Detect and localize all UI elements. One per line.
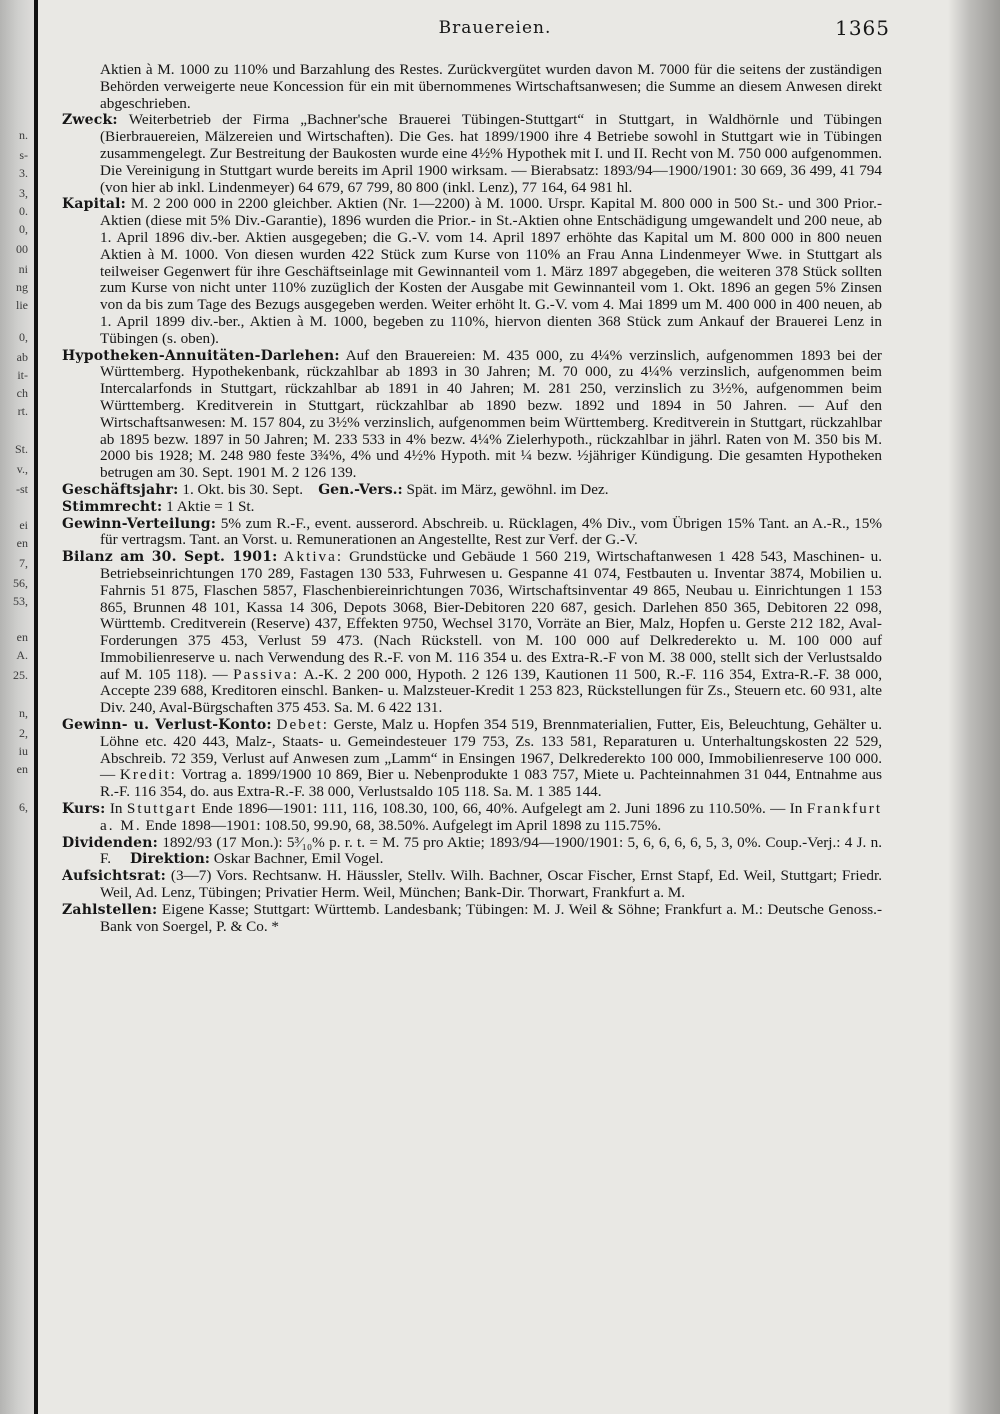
section-stimmrecht	[62, 499, 882, 516]
margin-fragment: iu	[18, 744, 28, 758]
aktiva-text: Grundstücke und Gebäude 1 560 219, Wirtschaftanwesen 1 428 543, Maschinen- u. Betriebseinrichtungen 170 289, Fastagen 130 533, Fuhrwesen u. Gespanne 41 074, Festbauten u. Inventar 3874, Mobilien u. Fahrnis 51 875, Flaschen 5857, Flaschenbiereinrichtungen 7036, Wirtschaftsinventar 49 865, Neubau u. Einrichtungen 1 153 865, Brunnen 48 101, Kassa 14 306, Depots 3068, Bier-Debitoren 220 687, gesich. Darlehen 850 365, Debitoren 22 098, Württemb. Creditverein (Reserve) 437, Effekten 9750, Wechsel 3170, Vorräte an Bier, Malz, Hopfen u. Gerste 212 182, Aval-Forderungen 375 453, Verlust 59 473. (Nach Rückstell. von M. 100 000 auf Delkrederekto u. M. 100 000 auf Immobilienreserve u. nach Verwendung des R.-F. von M. 116 354 u. des Extra-R.-F von M. 38 000, stellt sich der Verlustsaldo auf M. 105 118). —	[100, 548, 883, 683]
aufsichtsrat-label: Aufsichtsrat:	[62, 868, 166, 885]
zweck-text: Weiterbetrieb der Firma „Bachner'sche Brauerei Tübingen-Stuttgart“ in Stuttgart, in Waldhörnle und Tübingen (Bierbrauereien, Mälzereien und Wirtschaften). Die Ges. hat 1899/1900 ihre 4 Betriebe sowohl in Stuttgart wie in Tübingen zusammengelegt. Zur Bestreitung der Baukosten wurde eine 4½% Hypothek mit I. und II. Recht von M. 750 000 aufgenommen. Die Vereinigung in Stuttgart wurde bereits im April 1900 wirksam. — Bierabsatz: 1893/94—1900/1901: 30 669, 36 499, 41 794 (von hier ab inkl. Lindenmeyer) 64 679, 67 799, 80 800 (inkl. Lenz), 77 164, 64 981 hl.	[100, 111, 882, 196]
margin-fragment: lie	[16, 298, 28, 312]
debet-label: Debet:	[276, 716, 329, 734]
margin-fragment: 53,	[13, 594, 28, 608]
margin-fragment: 7,	[19, 556, 28, 570]
gewinn-verlust-label: Gewinn- u. Verlust-Konto:	[62, 717, 272, 734]
section-aufsichtsrat	[62, 868, 882, 902]
margin-fragment: ni	[18, 262, 28, 276]
margin-fragment: ei	[19, 518, 28, 532]
kredit-label: Kredit:	[119, 766, 177, 784]
hypotheken-label: Hypotheken-Annuitäten-Darlehen:	[62, 347, 340, 364]
page-body	[62, 62, 882, 935]
margin-fragment: v.,	[16, 462, 28, 476]
margin-fragment: n,	[19, 706, 28, 720]
stimmrecht-text: 1 Aktie = 1 St.	[166, 497, 255, 515]
intro-paragraph	[62, 62, 882, 112]
section-dividenden	[62, 835, 882, 869]
kapital-text: M. 2 200 000 in 2200 gleichber. Aktien (Nr. 1—2200) à M. 1000. Urspr. Kapital M. 800 000 in 500 St.- und 300 Prior.-Aktien (diese mit 5% Div.-Garantie), 1896 wurden die Prior.- in St.-Aktien ohne Entschädigung umgewandelt und 200 neue, ab 1. April 1896 div.-ber. Aktien ausgegeben; die G.-V. vom 14. April 1897 erhöhte das Kapital um M. 800 000 in 800 neuen Aktien à M. 1000. Von diesen wurden 422 Stück zum Kurse von 110% an Frau Anna Lindenmeyer Wwe. in Stuttgart als teilweiser Gegenwert für ihre Geschäftseinlage mit Gewinnanteil vom 1. März 1897 abgegeben, die weiteren 378 Stück sollten zum Kurse von nicht unter 110% zuzüglich der Kosten der Ausgabe mit Gewinnanteil vom 1. Okt. 1896 an gegen 5% Zinsen von da bis zum Tage des Bezugs ausgegeben werden. Weiter erhöht lt. G.-V. vom 4. Mai 1899 um M. 400 000 in 400 neuen, ab 1. April 1899 div.-ber., Aktien à M. 1000, begeben zu 110%, hiervon dienten 368 Stück zum Ankauf der Brauerei Lenz in Tübingen (s. oben).	[100, 195, 883, 347]
margin-fragment: 25.	[13, 668, 28, 682]
kurs-place-frankfurt: Frankfurt a. M.	[100, 800, 883, 834]
margin-fragment: 3.	[19, 166, 28, 180]
kurs-text-frankfurt: Ende 1898—1901: 108.50, 99.90, 68, 38.50%. Aufgelegt im April 1898 zu 115.75%.	[145, 816, 662, 834]
section-geschaeftsjahr	[62, 482, 882, 499]
zahlstellen-text: Eigene Kasse; Stuttgart: Württemb. Landesbank; Tübingen: M. J. Weil & Söhne; Frankfurt a. M.: Deutsche Genoss.-Bank von Soergel, P. & Co. *	[100, 900, 882, 935]
zweck-label: Zweck:	[62, 112, 118, 129]
gen-vers-label: Gen.-Vers.:	[318, 481, 403, 498]
margin-fragment: 3,	[19, 186, 28, 200]
debet-text: Gerste, Malz u. Hopfen 354 519, Brennmaterialien, Futter, Eis, Beleuchtung, Gehälter u. Löhne etc. 420 443, Malz-, Staats- u. Gemeindesteuer 179 753, Zs. 133 581, Reparaturen u. Unterhaltungskosten 22 529, Abschreib. 72 359, Verlust auf Anwesen zum „Lamm“ in Ensingen 1967, Delkrederekto 100 000, Immobilienreserve 100 000. —	[100, 716, 883, 784]
section-gewinn-verlust	[62, 717, 882, 801]
kurs-place-stuttgart: Stuttgart	[126, 800, 198, 818]
margin-fragment: 00	[16, 242, 28, 256]
kapital-label: Kapital:	[62, 196, 126, 213]
section-hypotheken	[62, 348, 882, 482]
section-zweck	[62, 112, 882, 196]
margin-fragment: -st	[16, 482, 28, 496]
geschaeftsjahr-text: 1. Okt. bis 30. Sept.	[182, 480, 304, 498]
margin-fragment: 56,	[13, 576, 28, 590]
gutter-rule	[34, 0, 38, 1414]
running-title: Brauereien.	[438, 18, 552, 38]
passiva-label: Passiva:	[233, 665, 299, 683]
aufsichtsrat-text: (3—7) Vors. Rechtsanw. H. Häussler, Stellv. Wilh. Bachner, Oscar Fischer, Ernst Stapf, Ed. Weil, Stuttgart; Friedr. Weil, Ad. Lenz, Tübingen; Privatier Herm. Weil, München; Bank-Dir. Thorwart, Frankfurt a. M.	[100, 867, 882, 902]
margin-fragment: 0,	[19, 330, 28, 344]
margin-fragment: ng	[16, 280, 28, 294]
kredit-text: Vortrag a. 1899/1900 10 869, Bier u. Nebenprodukte 1 083 757, Miete u. Pachteinnahmen 31 044, Entnahme aus R.-F. 116 354, do. aus Extra-R.-F. 38 000, Verlustsaldo 105 118. Sa. M. 1 385 144.	[100, 766, 882, 801]
margin-fragment: en	[16, 536, 28, 550]
margin-fragment: en	[16, 762, 28, 776]
hypotheken-text: Auf den Brauereien: M. 435 000, zu 4¼% verzinslich, aufgenommen 1893 bei der Württemberg. Hypothekenbank, rückzahlbar ab 1893 in 30 Jahren; M. 70 000, zu 4¼% verzinslich, aufgenommen beim Intercalarfonds in Stuttgart, rückzahlbar ab 1891 in 40 Jahren; M. 281 250, verzinslich zu 3½%, aufgenommen beim Württemberg. Kreditverein in Stuttgart, rückzahlbar ab 1890 bezw. 1892 und 1894 in 50 Jahren. — Auf den Wirtschaftsanwesen: M. 157 804, zu 3½% verzinslich, aufgenommen beim Württemberg. Kreditverein in Stuttgart, rückzahlbar ab 1895 bezw. 1897 in 50 Jahren; M. 233 533 in 4% bezw. 4¼% Zielerhypoth., rückzahlbar in jährl. Raten von M. 350 bis M. 2000 bis 1928; M. 248 980 feste 3¾%, 4% und 4½% Hypoth. mit ¼ bezw. ½jähriger Kündigung. Die gesamten Hypotheken betrugen am 30. Sept. 1901 M. 2 126 139.	[100, 346, 882, 482]
section-zahlstellen	[62, 902, 882, 936]
aktiva-label: Aktiva:	[283, 548, 344, 566]
dividenden-label: Dividenden:	[62, 834, 159, 851]
dividenden-text: 1892/93 (17 Mon.): 5³⁄₁₀% p. r. t. = M. 75 pro Aktie; 1893/94—1900/1901: 5, 6, 6, 6, 6, 5, 3, 0%. Coup.-Verj.: 4 J. n. F.	[100, 833, 883, 868]
margin-fragment: en	[16, 630, 28, 644]
margin-fragment: it-	[17, 368, 28, 382]
passiva-text: A.-K. 2 200 000, Hypoth. 2 126 139, Kautionen 11 500, R.-F. 116 354, Extra-R.-F. 38 000, Accepte 239 688, Kreditoren einschl. Banken- u. Malzsteuer-Kredit 1 253 823, Rückstellungen für Zs., Steuern etc. 60 931, alte Div. 240, Aval-Bürgschaften 375 453. Sa. M. 6 422 131.	[100, 665, 883, 717]
margin-fragment: A.	[16, 648, 28, 662]
bilanz-label: Bilanz am 30. Sept. 1901:	[62, 549, 278, 566]
section-kapital	[62, 196, 882, 347]
margin-fragment: ab	[16, 350, 28, 364]
intro-text: Aktien à M. 1000 zu 110% und Barzahlung des Restes. Zurückvergütet wurden davon M. 7000 für die seitens der zuständigen Behörden verweigerte neue Koncession für ein mit übernommenes Wirtschaftsanwesen; die Summe an diesem Anwesen direkt abgeschrieben.	[100, 61, 882, 112]
geschaeftsjahr-label: Geschäftsjahr:	[62, 481, 179, 498]
zahlstellen-label: Zahlstellen:	[62, 901, 158, 918]
page-header	[100, 14, 890, 42]
direktion-text: Oskar Bachner, Emil Vogel.	[213, 850, 384, 868]
margin-fragment: 6,	[19, 800, 28, 814]
page-number: 1365	[835, 16, 890, 40]
section-kurs	[62, 801, 882, 835]
margin-fragment: 0.	[19, 204, 28, 218]
kurs-label: Kurs:	[62, 801, 106, 818]
gewinn-verteilung-label: Gewinn-Verteilung:	[62, 515, 217, 532]
margin-fragment: ch	[16, 386, 28, 400]
section-bilanz	[62, 549, 882, 717]
kurs-pre: In	[109, 800, 123, 818]
margin-fragment: St.	[14, 442, 28, 456]
margin-fragment: 0,	[19, 222, 28, 236]
page-edge-shadow	[948, 0, 1000, 1414]
direktion-label: Direktion:	[130, 851, 210, 868]
section-gewinn-verteilung	[62, 516, 882, 550]
margin-fragment: n.	[19, 128, 28, 142]
stimmrecht-label: Stimmrecht:	[62, 498, 163, 515]
margin-fragment: rt.	[17, 404, 28, 418]
gewinn-verteilung-text: 5% zum R.-F., event. ausserord. Abschreib. u. Rücklagen, 4% Div., vom Übrigen 15% Tant. an A.-R., 15% für vertragsm. Tant. an Vorst. u. Remunerationen an Angestellte, Rest zur Verf. der G.-V.	[100, 514, 882, 549]
margin-fragment: s-	[19, 148, 28, 162]
gen-vers-text: Spät. im März, gewöhnl. im Dez.	[406, 480, 609, 498]
margin-fragment: 2,	[19, 726, 28, 740]
kurs-text-stuttgart: Ende 1896—1901: 111, 116, 108.30, 100, 66, 40%. Aufgelegt am 2. Juni 1896 zu 110.50%. — In	[201, 800, 803, 818]
